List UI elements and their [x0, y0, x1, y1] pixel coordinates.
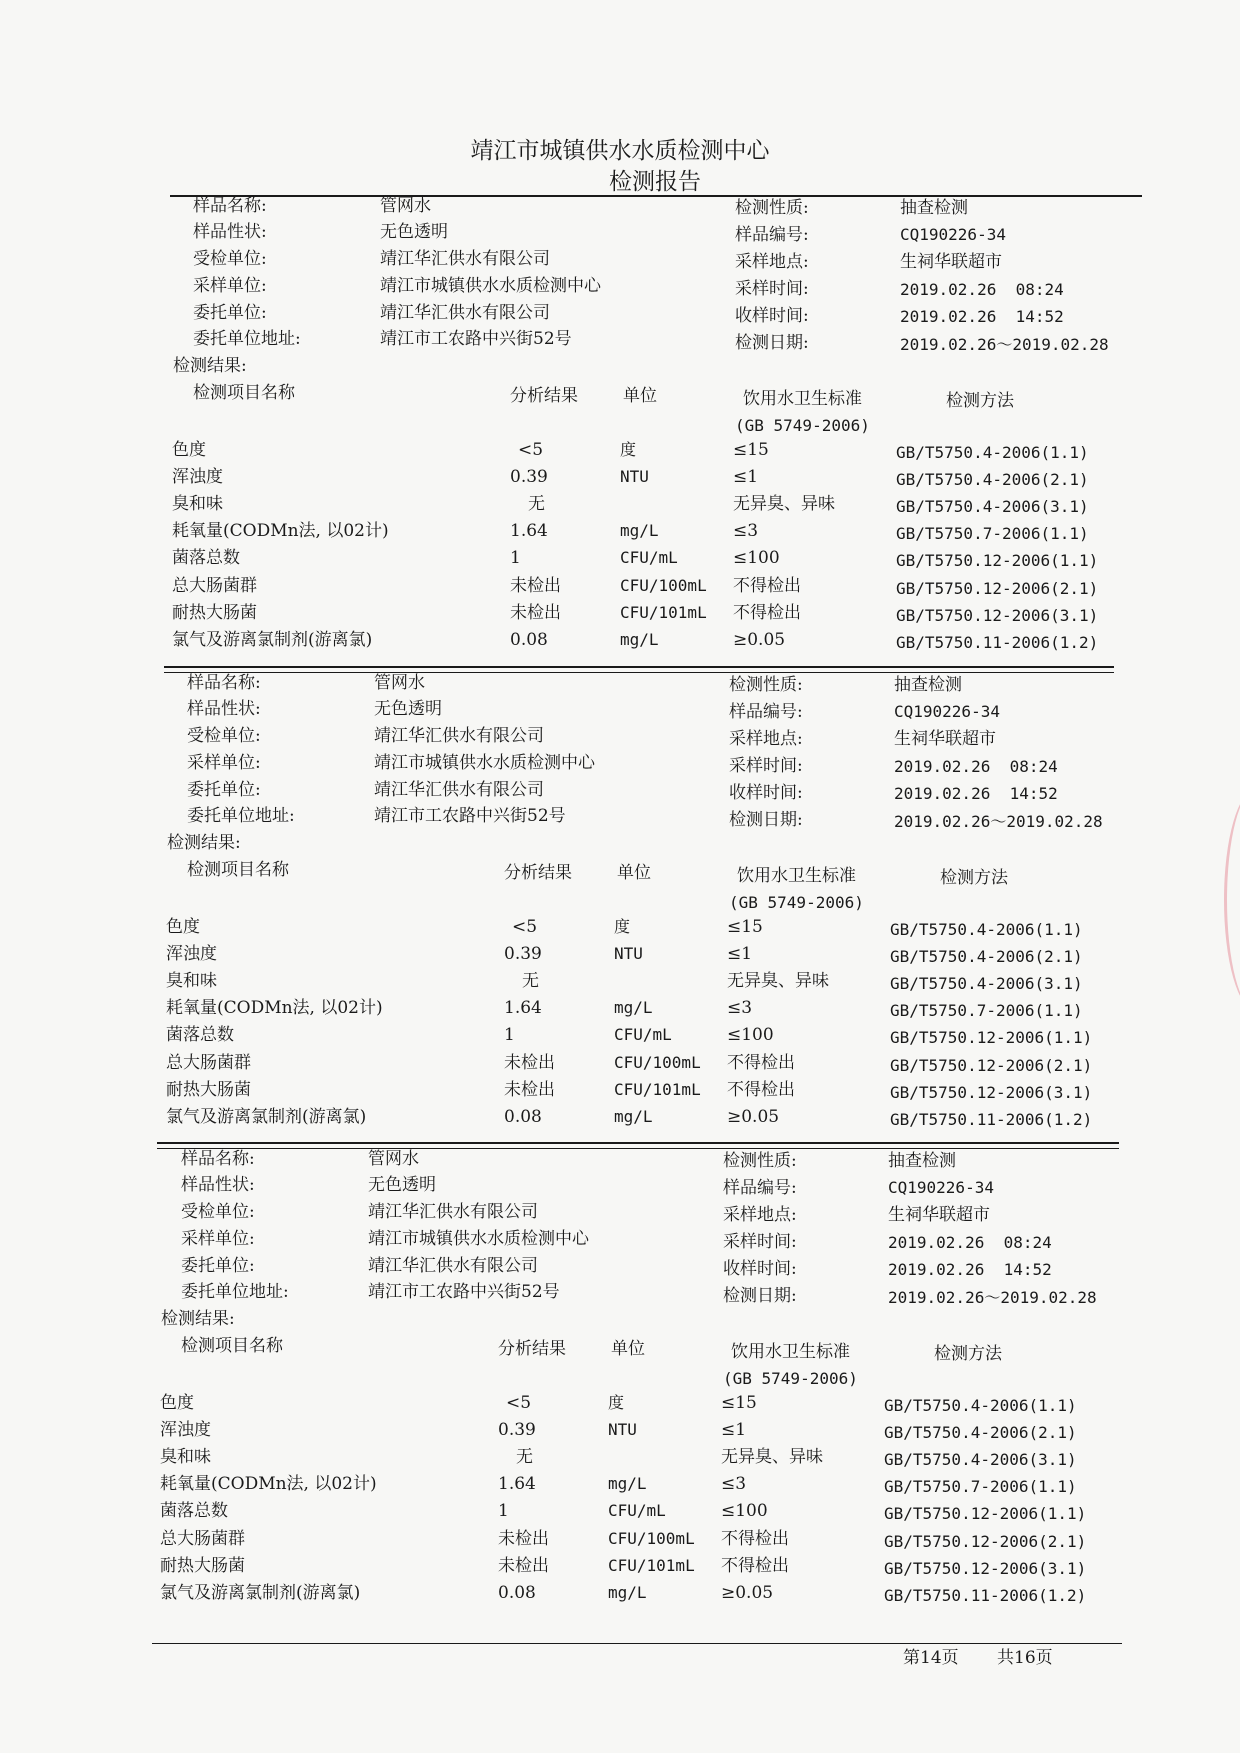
sampling-unit-value: 靖江市城镇供水水质检测中心: [368, 1229, 589, 1249]
label-client-unit: 委托单位:: [193, 303, 267, 323]
results-label: 检测结果:: [161, 1309, 235, 1329]
label-inspected-unit: 受检单位:: [187, 726, 261, 746]
sampling-time-value: 2019.02.26 08:24: [888, 1233, 1052, 1252]
cell-name: 色度: [160, 1393, 194, 1413]
cell-method: GB/T5750.4-2006(2.1): [890, 947, 1083, 966]
sample-name-value: 管网水: [368, 1149, 419, 1169]
cell-standard: ≤1: [721, 1420, 747, 1440]
cell-result: 未检出: [510, 576, 561, 596]
cell-unit: CFU/mL: [608, 1501, 666, 1520]
sampling-site-value: 生祠华联超市: [894, 729, 996, 749]
col-method-header: 检测方法: [934, 1344, 1002, 1364]
label-sample-no: 样品编号:: [723, 1178, 797, 1198]
cell-method: GB/T5750.7-2006(1.1): [890, 1001, 1083, 1020]
cell-result: 未检出: [504, 1053, 555, 1073]
sampling-site-value: 生祠华联超市: [900, 252, 1002, 272]
test-nature-value: 抽查检测: [888, 1151, 956, 1171]
cell-method: GB/T5750.4-2006(1.1): [896, 443, 1089, 462]
label-sampling-unit: 采样单位:: [193, 276, 267, 296]
cell-standard: 无异臭、异味: [733, 494, 835, 514]
sample-block: [0, 0, 1240, 652]
cell-result: <5: [512, 917, 538, 937]
cell-method: GB/T5750.11-2006(1.2): [890, 1110, 1093, 1129]
cell-unit: CFU/mL: [620, 548, 678, 567]
sample-no-value: CQ190226-34: [894, 702, 1000, 721]
cell-unit: NTU: [614, 944, 643, 963]
cell-result: 1: [504, 1025, 515, 1045]
label-receipt-time: 收样时间:: [723, 1259, 797, 1279]
label-sample-name: 样品名称:: [187, 673, 261, 693]
label-sample-name: 样品名称:: [181, 1149, 255, 1169]
label-sampling-unit: 采样单位:: [187, 753, 261, 773]
cell-method: GB/T5750.12-2006(1.1): [884, 1504, 1087, 1523]
label-sampling-site: 采样地点:: [723, 1205, 797, 1225]
cell-method: GB/T5750.4-2006(2.1): [896, 470, 1089, 489]
label-sample-no: 样品编号:: [735, 225, 809, 245]
cell-unit: NTU: [620, 467, 649, 486]
sampling-site-value: 生祠华联超市: [888, 1205, 990, 1225]
sampling-time-value: 2019.02.26 08:24: [894, 757, 1058, 776]
cell-unit: mg/L: [620, 521, 659, 540]
cell-name: 总大肠菌群: [160, 1529, 245, 1549]
col-result-header: 分析结果: [504, 863, 572, 883]
cell-method: GB/T5750.12-2006(3.1): [884, 1559, 1087, 1578]
cell-method: GB/T5750.4-2006(3.1): [896, 497, 1089, 516]
col-standard-header: 饮用水卫生标准: [731, 1342, 850, 1362]
label-inspected-unit: 受检单位:: [193, 249, 267, 269]
cell-method: GB/T5750.12-2006(2.1): [896, 579, 1099, 598]
cell-name: 臭和味: [172, 494, 223, 514]
cell-standard: 无异臭、异味: [721, 1447, 823, 1467]
cell-unit: mg/L: [614, 1107, 653, 1126]
label-client-address: 委托单位地址:: [193, 329, 301, 349]
cell-standard: ≤1: [733, 467, 759, 487]
label-test-date: 检测日期:: [723, 1286, 797, 1306]
sample-state-value: 无色透明: [374, 699, 442, 719]
label-sampling-site: 采样地点:: [729, 729, 803, 749]
cell-result: 无: [522, 971, 539, 991]
cell-unit: CFU/mL: [614, 1025, 672, 1044]
client-address-value: 靖江市工农路中兴街52号: [368, 1282, 560, 1302]
cell-unit: mg/L: [614, 998, 653, 1017]
inspected-unit-value: 靖江华汇供水有限公司: [380, 249, 550, 269]
col-standard-header: 饮用水卫生标准: [737, 866, 856, 886]
cell-standard: ≥0.05: [727, 1107, 780, 1127]
cell-standard: ≤100: [733, 548, 780, 568]
sample-block: [0, 477, 1234, 1129]
label-test-nature: 检测性质:: [723, 1151, 797, 1171]
col-result-header: 分析结果: [498, 1339, 566, 1359]
cell-unit: mg/L: [608, 1474, 647, 1493]
cell-name: 臭和味: [160, 1447, 211, 1467]
cell-name: 氯气及游离氯制剂(游离氯): [172, 630, 373, 650]
cell-method: GB/T5750.11-2006(1.2): [896, 633, 1099, 652]
cell-result: <5: [518, 440, 544, 460]
col-item-header: 检测项目名称: [193, 383, 295, 403]
cell-name: 臭和味: [166, 971, 217, 991]
cell-method: GB/T5750.11-2006(1.2): [884, 1586, 1087, 1605]
cell-standard: ≤15: [721, 1393, 757, 1413]
page-number: 第14页: [903, 1648, 959, 1668]
cell-method: GB/T5750.12-2006(2.1): [890, 1056, 1093, 1075]
col-method-header: 检测方法: [940, 868, 1008, 888]
receipt-time-value: 2019.02.26 14:52: [888, 1260, 1052, 1279]
cell-method: GB/T5750.7-2006(1.1): [884, 1477, 1077, 1496]
cell-name: 浑浊度: [172, 467, 223, 487]
cell-result: <5: [506, 1393, 532, 1413]
cell-standard: 不得检出: [733, 576, 801, 596]
cell-result: 0.39: [504, 944, 542, 964]
label-receipt-time: 收样时间:: [735, 306, 809, 326]
cell-method: GB/T5750.12-2006(2.1): [884, 1532, 1087, 1551]
test-nature-value: 抽查检测: [900, 198, 968, 218]
cell-standard: 不得检出: [727, 1080, 795, 1100]
cell-method: GB/T5750.12-2006(1.1): [890, 1028, 1093, 1047]
label-sampling-time: 采样时间:: [729, 756, 803, 776]
label-inspected-unit: 受检单位:: [181, 1202, 255, 1222]
cell-unit: CFU/101mL: [614, 1080, 701, 1099]
cell-unit: CFU/101mL: [620, 603, 707, 622]
label-client-unit: 委托单位:: [187, 780, 261, 800]
sampling-unit-value: 靖江市城镇供水水质检测中心: [374, 753, 595, 773]
cell-name: 浑浊度: [166, 944, 217, 964]
cell-unit: CFU/100mL: [620, 576, 707, 595]
label-sampling-time: 采样时间:: [723, 1232, 797, 1252]
cell-standard: ≤3: [727, 998, 753, 1018]
sample-name-value: 管网水: [380, 196, 431, 216]
cell-result: 无: [516, 1447, 533, 1467]
results-label: 检测结果:: [167, 833, 241, 853]
client-address-value: 靖江市工农路中兴街52号: [374, 806, 566, 826]
col-unit-header: 单位: [611, 1339, 645, 1359]
cell-unit: 度: [608, 1393, 625, 1412]
client-address-value: 靖江市工农路中兴街52号: [380, 329, 572, 349]
cell-name: 菌落总数: [172, 548, 240, 568]
cell-name: 色度: [172, 440, 206, 460]
label-sampling-unit: 采样单位:: [181, 1229, 255, 1249]
cell-method: GB/T5750.4-2006(3.1): [884, 1450, 1077, 1469]
client-unit-value: 靖江华汇供水有限公司: [374, 780, 544, 800]
cell-standard: ≤3: [733, 521, 759, 541]
cell-unit: CFU/100mL: [608, 1529, 695, 1548]
cell-standard: ≤3: [721, 1474, 747, 1494]
cell-standard: ≤15: [727, 917, 763, 937]
label-test-nature: 检测性质:: [735, 198, 809, 218]
cell-standard: ≤100: [727, 1025, 774, 1045]
cell-name: 色度: [166, 917, 200, 937]
cell-name: 菌落总数: [166, 1025, 234, 1045]
cell-result: 未检出: [504, 1080, 555, 1100]
label-sample-state: 样品性状:: [193, 222, 267, 242]
cell-method: GB/T5750.12-2006(1.1): [896, 551, 1099, 570]
sample-no-value: CQ190226-34: [888, 1178, 994, 1197]
label-receipt-time: 收样时间:: [729, 783, 803, 803]
col-result-header: 分析结果: [510, 386, 578, 406]
cell-method: GB/T5750.12-2006(3.1): [890, 1083, 1093, 1102]
cell-name: 氯气及游离氯制剂(游离氯): [166, 1107, 367, 1127]
label-sample-state: 样品性状:: [187, 699, 261, 719]
section-rule: [164, 666, 1114, 668]
section-rule: [157, 1148, 1119, 1149]
inspected-unit-value: 靖江华汇供水有限公司: [374, 726, 544, 746]
cell-result: 0.08: [510, 630, 548, 650]
sample-block: [0, 953, 1228, 1605]
label-sample-no: 样品编号:: [729, 702, 803, 722]
receipt-time-value: 2019.02.26 14:52: [894, 784, 1058, 803]
cell-unit: mg/L: [620, 630, 659, 649]
org-title: 靖江市城镇供水水质检测中心: [470, 138, 770, 164]
test-date-value: 2019.02.26～2019.02.28: [888, 1288, 1097, 1307]
cell-standard: ≤1: [727, 944, 753, 964]
cell-method: GB/T5750.12-2006(3.1): [896, 606, 1099, 625]
cell-result: 1: [498, 1501, 509, 1521]
cell-name: 耐热大肠菌: [160, 1556, 245, 1576]
cell-result: 0.08: [504, 1107, 542, 1127]
cell-result: 1.64: [510, 521, 548, 541]
cell-standard: 无异臭、异味: [727, 971, 829, 991]
label-test-date: 检测日期:: [735, 333, 809, 353]
cell-method: GB/T5750.4-2006(2.1): [884, 1423, 1077, 1442]
cell-standard: ≤100: [721, 1501, 768, 1521]
cell-name: 耗氧量(CODMn法, 以02计): [172, 521, 389, 541]
cell-unit: 度: [620, 440, 637, 459]
cell-result: 无: [528, 494, 545, 514]
cell-name: 浑浊度: [160, 1420, 211, 1440]
footer-rule: [152, 1643, 1122, 1644]
test-date-value: 2019.02.26～2019.02.28: [900, 335, 1109, 354]
cell-name: 总大肠菌群: [166, 1053, 251, 1073]
cell-name: 耐热大肠菌: [172, 603, 257, 623]
col-standard-ref: (GB 5749-2006): [723, 1369, 858, 1388]
test-date-value: 2019.02.26～2019.02.28: [894, 812, 1103, 831]
col-unit-header: 单位: [623, 386, 657, 406]
label-test-date: 检测日期:: [729, 810, 803, 830]
cell-unit: CFU/100mL: [614, 1053, 701, 1072]
cell-standard: 不得检出: [727, 1053, 795, 1073]
section-rule: [164, 672, 1114, 673]
cell-result: 未检出: [510, 603, 561, 623]
col-standard-ref: (GB 5749-2006): [729, 893, 864, 912]
cell-unit: 度: [614, 917, 631, 936]
cell-result: 未检出: [498, 1529, 549, 1549]
cell-method: GB/T5750.4-2006(3.1): [890, 974, 1083, 993]
label-sampling-site: 采样地点:: [735, 252, 809, 272]
label-client-address: 委托单位地址:: [181, 1282, 289, 1302]
label-sampling-time: 采样时间:: [735, 279, 809, 299]
sample-state-value: 无色透明: [380, 222, 448, 242]
cell-method: GB/T5750.4-2006(1.1): [884, 1396, 1077, 1415]
page-total: 共16页: [997, 1648, 1053, 1668]
cell-standard: 不得检出: [721, 1529, 789, 1549]
cell-name: 耐热大肠菌: [166, 1080, 251, 1100]
label-sample-name: 样品名称:: [193, 196, 267, 216]
sample-name-value: 管网水: [374, 673, 425, 693]
cell-standard: ≥0.05: [721, 1583, 774, 1603]
cell-result: 0.39: [498, 1420, 536, 1440]
results-label: 检测结果:: [173, 356, 247, 376]
cell-result: 1: [510, 548, 521, 568]
cell-standard: ≥0.05: [733, 630, 786, 650]
test-nature-value: 抽查检测: [894, 675, 962, 695]
cell-standard: 不得检出: [721, 1556, 789, 1576]
cell-unit: mg/L: [608, 1583, 647, 1602]
label-client-unit: 委托单位:: [181, 1256, 255, 1276]
inspected-unit-value: 靖江华汇供水有限公司: [368, 1202, 538, 1222]
col-method-header: 检测方法: [946, 391, 1014, 411]
cell-unit: CFU/101mL: [608, 1556, 695, 1575]
cell-result: 1.64: [498, 1474, 536, 1494]
client-unit-value: 靖江华汇供水有限公司: [368, 1256, 538, 1276]
client-unit-value: 靖江华汇供水有限公司: [380, 303, 550, 323]
cell-method: GB/T5750.7-2006(1.1): [896, 524, 1089, 543]
label-client-address: 委托单位地址:: [187, 806, 295, 826]
cell-name: 耗氧量(CODMn法, 以02计): [160, 1474, 377, 1494]
col-standard-ref: (GB 5749-2006): [735, 416, 870, 435]
cell-unit: NTU: [608, 1420, 637, 1439]
cell-standard: 不得检出: [733, 603, 801, 623]
cell-standard: ≤15: [733, 440, 769, 460]
label-test-nature: 检测性质:: [729, 675, 803, 695]
label-sample-state: 样品性状:: [181, 1175, 255, 1195]
col-standard-header: 饮用水卫生标准: [743, 389, 862, 409]
sampling-unit-value: 靖江市城镇供水水质检测中心: [380, 276, 601, 296]
cell-result: 未检出: [498, 1556, 549, 1576]
cell-result: 0.08: [498, 1583, 536, 1603]
cell-method: GB/T5750.4-2006(1.1): [890, 920, 1083, 939]
col-unit-header: 单位: [617, 863, 651, 883]
cell-result: 0.39: [510, 467, 548, 487]
cell-result: 1.64: [504, 998, 542, 1018]
col-item-header: 检测项目名称: [187, 860, 289, 880]
receipt-time-value: 2019.02.26 14:52: [900, 307, 1064, 326]
sample-state-value: 无色透明: [368, 1175, 436, 1195]
cell-name: 总大肠菌群: [172, 576, 257, 596]
sampling-time-value: 2019.02.26 08:24: [900, 280, 1064, 299]
cell-name: 氯气及游离氯制剂(游离氯): [160, 1583, 361, 1603]
cell-name: 菌落总数: [160, 1501, 228, 1521]
col-item-header: 检测项目名称: [181, 1336, 283, 1356]
report-title: 检测报告: [609, 169, 701, 195]
cell-name: 耗氧量(CODMn法, 以02计): [166, 998, 383, 1018]
sample-no-value: CQ190226-34: [900, 225, 1006, 244]
section-rule: [157, 1142, 1119, 1144]
